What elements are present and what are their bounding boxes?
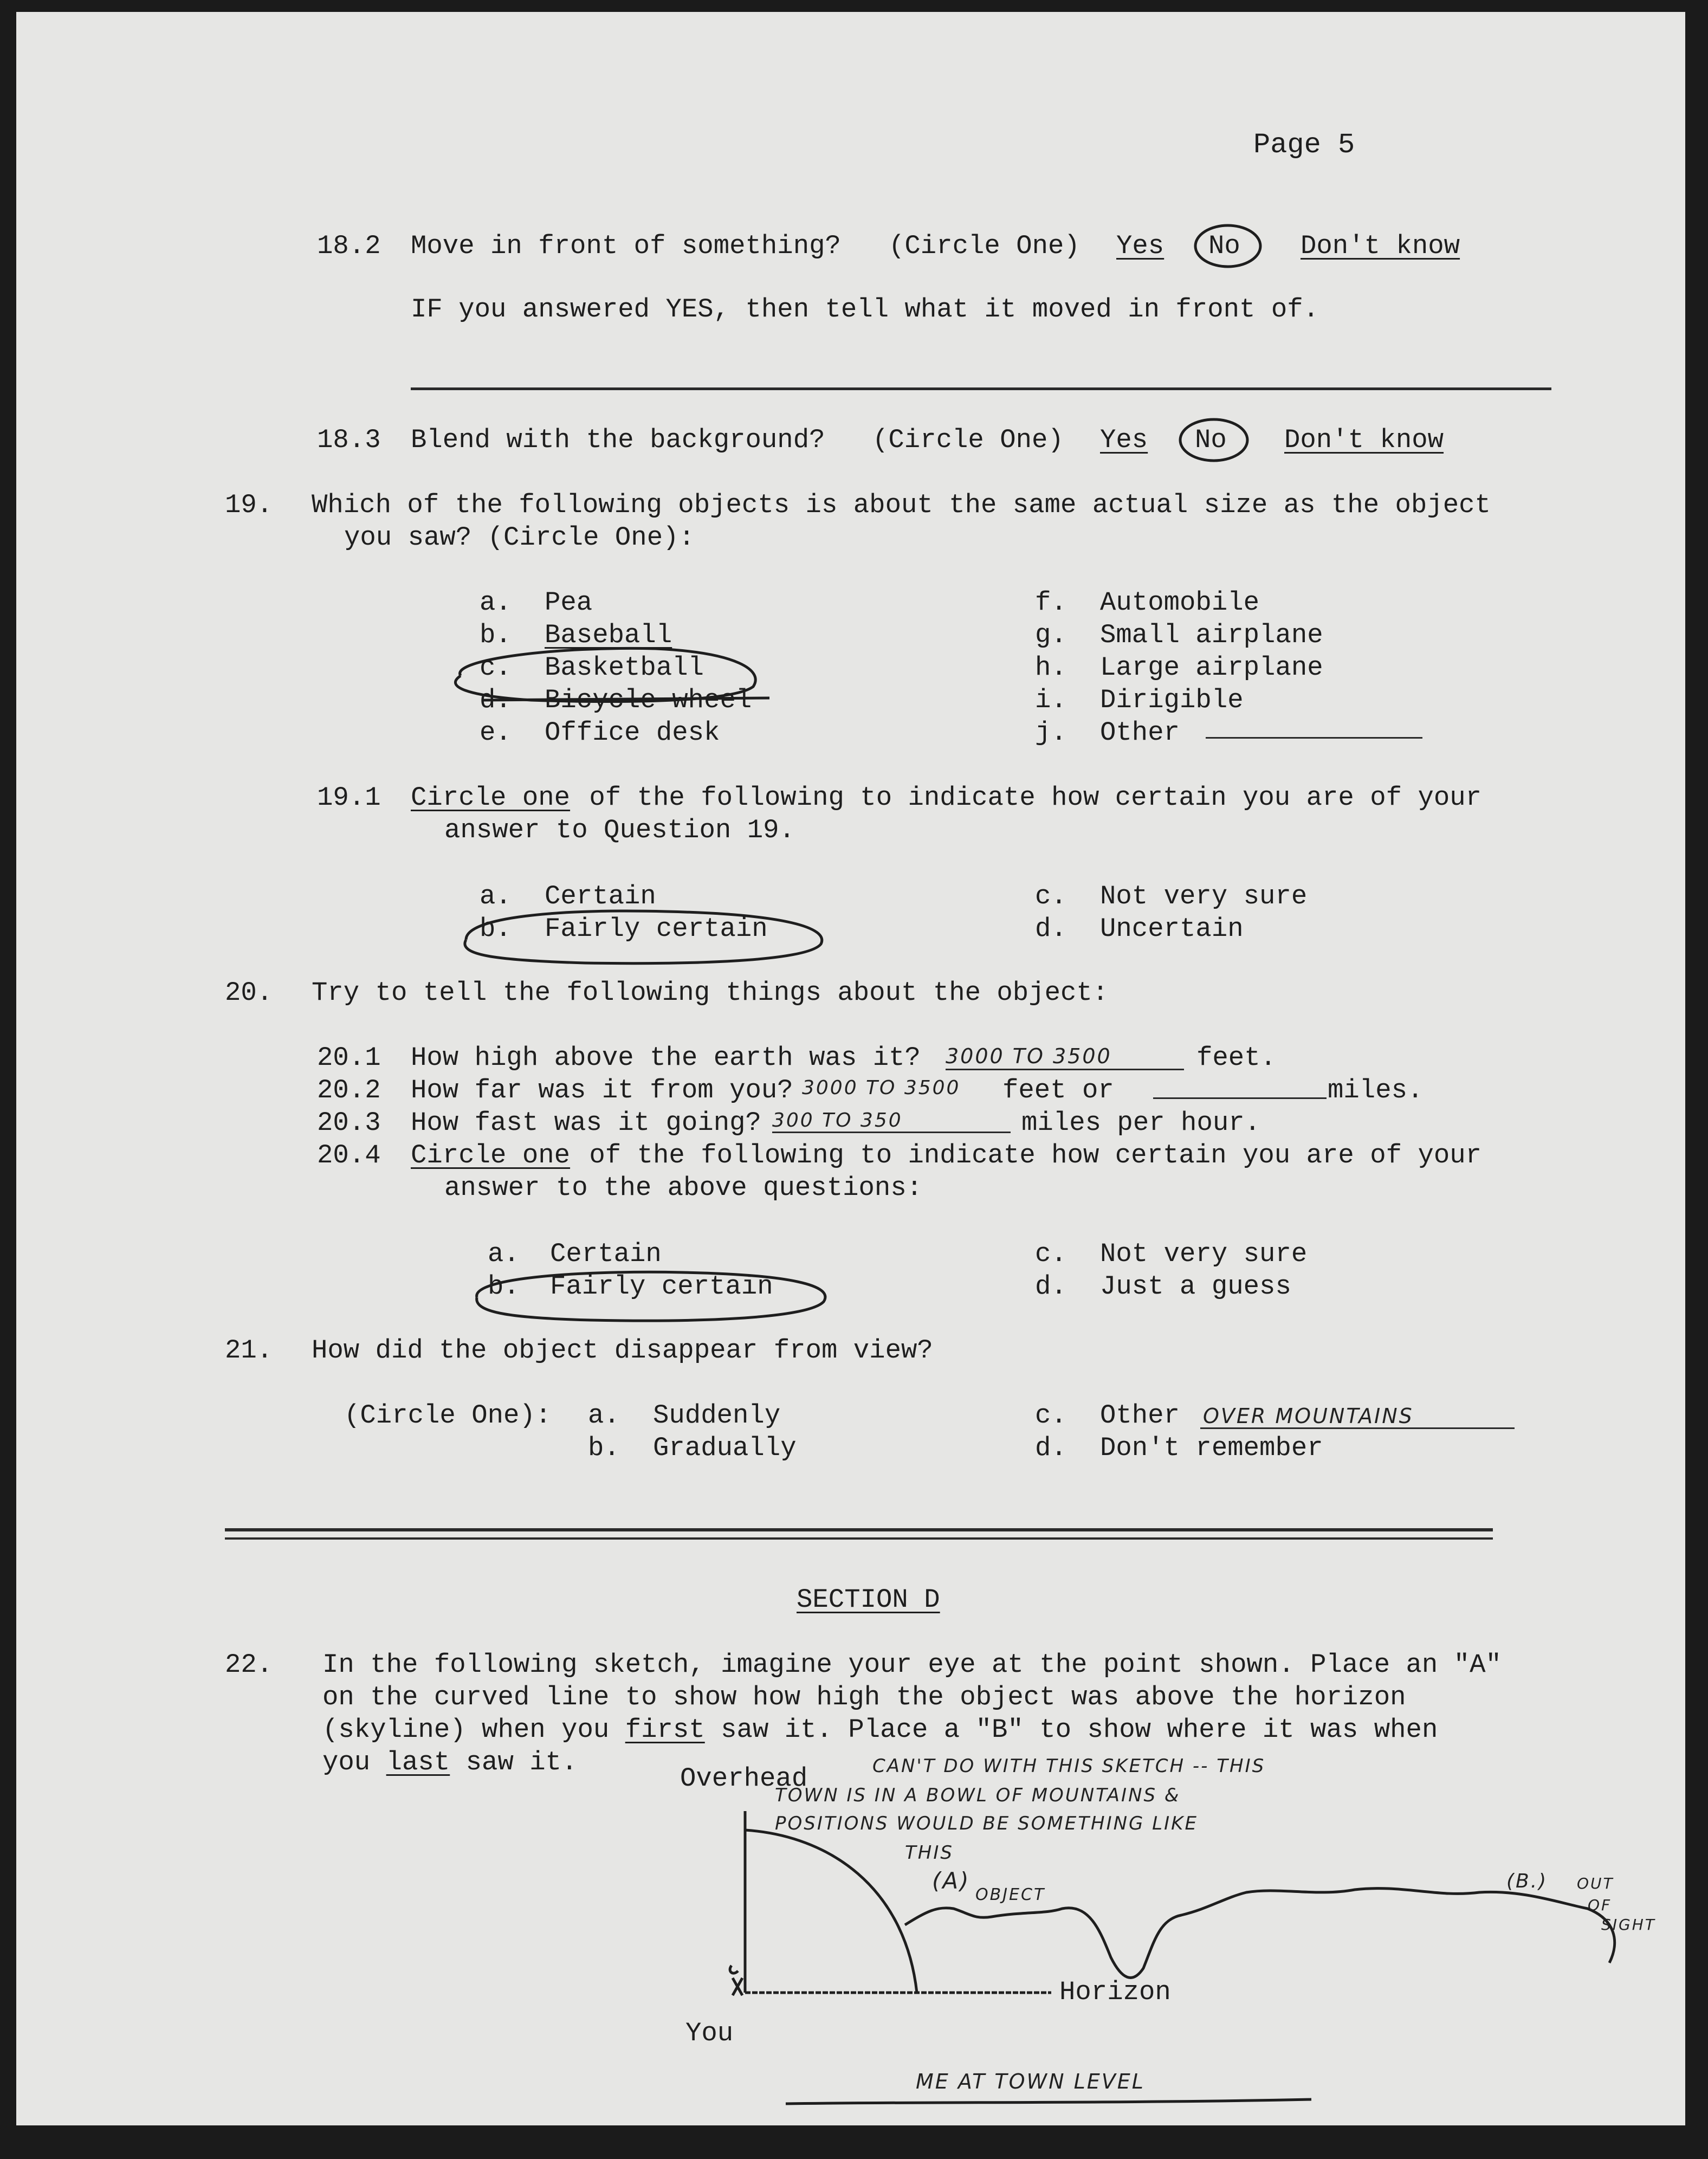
q21-opt-a-letter: a. bbox=[588, 1400, 620, 1431]
page-label: Page 5 bbox=[1253, 129, 1355, 161]
q20-2-answer[interactable]: 3000 TO 3500 bbox=[802, 1077, 961, 1099]
sketch-note-line-3: POSITIONS WOULD BE SOMETHING LIKE bbox=[775, 1813, 1198, 1834]
q21-number: 21. bbox=[225, 1335, 273, 1366]
sketch-arc bbox=[745, 1830, 917, 1993]
q20-4-opt-a[interactable]: Certain bbox=[550, 1239, 662, 1269]
q20-2-miles-blank[interactable] bbox=[1153, 1097, 1327, 1099]
q20-2-unit2: miles. bbox=[1328, 1075, 1424, 1106]
q20-4-opt-c[interactable]: Not very sure bbox=[1100, 1239, 1308, 1269]
q20-3-text: How fast was it going? bbox=[411, 1108, 761, 1138]
q19-1-line1-underlined: Circle one bbox=[411, 783, 571, 813]
q19-opt-d[interactable]: Bicycle wheel bbox=[545, 685, 752, 715]
q21-other-blank bbox=[1200, 1427, 1515, 1429]
q20-4-opt-a-letter: a. bbox=[488, 1239, 520, 1269]
q19-1-opt-c[interactable]: Not very sure bbox=[1100, 881, 1308, 912]
q20-4-opt-d-letter: d. bbox=[1035, 1271, 1067, 1302]
q19-opt-b-letter: b. bbox=[480, 620, 512, 650]
q19-opt-e-letter: e. bbox=[480, 717, 512, 748]
q20-3-answer[interactable]: 300 TO 350 bbox=[772, 1109, 903, 1132]
q18-2-answer-line[interactable] bbox=[411, 387, 1551, 390]
q19-opt-a-letter: a. bbox=[480, 587, 512, 618]
q21-opt-d-letter: d. bbox=[1035, 1433, 1067, 1463]
q19-opt-i-letter: i. bbox=[1035, 685, 1067, 715]
sketch-overhead-label: Overhead bbox=[680, 1763, 808, 1794]
sketch-mark-a: (A) bbox=[932, 1867, 971, 1894]
q18-3-option-dont-know[interactable]: Don't know bbox=[1284, 425, 1444, 455]
q20-1-blank bbox=[946, 1069, 1184, 1070]
q19-opt-g[interactable]: Small airplane bbox=[1100, 620, 1323, 650]
q19-opt-d-letter: d. bbox=[480, 685, 512, 715]
section-divider-top bbox=[225, 1528, 1493, 1531]
q19-1-opt-b-letter: b. bbox=[480, 914, 512, 944]
q19-1-opt-b[interactable]: Fairly certain bbox=[545, 914, 768, 944]
q19-opt-j-letter: j. bbox=[1035, 717, 1067, 748]
q19-opt-g-letter: g. bbox=[1035, 620, 1067, 650]
q21-opt-a[interactable]: Suddenly bbox=[653, 1400, 781, 1431]
q22-number: 22. bbox=[225, 1650, 273, 1680]
q19-opt-e[interactable]: Office desk bbox=[545, 717, 720, 748]
q20-3-number: 20.3 bbox=[317, 1108, 381, 1138]
q20-number: 20. bbox=[225, 978, 273, 1008]
q18-2-text: Move in front of something? bbox=[411, 231, 841, 261]
q20-4-opt-b[interactable]: Fairly certain bbox=[550, 1271, 773, 1302]
q21-opt-c[interactable]: Other bbox=[1100, 1400, 1180, 1431]
q21-text: How did the object disappear from view? bbox=[312, 1335, 933, 1366]
q19-opt-f-letter: f. bbox=[1035, 587, 1067, 618]
q18-3-option-yes[interactable]: Yes bbox=[1100, 425, 1148, 455]
q22-line1: In the following sketch, imagine your eye at the point shown. Place an "A" bbox=[322, 1650, 1502, 1680]
q20-3-unit: miles per hour. bbox=[1021, 1108, 1261, 1138]
q21-opt-b-letter: b. bbox=[588, 1433, 620, 1463]
q18-2-option-yes[interactable]: Yes bbox=[1116, 231, 1164, 261]
q20-2-text: How far was it from you? bbox=[411, 1075, 793, 1106]
q18-2-number: 18.2 bbox=[317, 231, 381, 261]
q21-opt-c-letter: c. bbox=[1035, 1400, 1067, 1431]
q19-opt-h-letter: h. bbox=[1035, 652, 1067, 683]
q19-1-opt-d[interactable]: Uncertain bbox=[1100, 914, 1244, 944]
bottom-note-line bbox=[786, 2099, 1311, 2104]
q18-3-option-no[interactable]: No bbox=[1195, 425, 1227, 455]
q20-3-blank bbox=[772, 1132, 1011, 1133]
eye-figure bbox=[730, 1966, 742, 1995]
sketch-mark-b: (B.) bbox=[1506, 1870, 1548, 1892]
q18-2-option-no[interactable]: No bbox=[1208, 231, 1240, 261]
q22-line2: on the curved line to show how high the object was above the horizon bbox=[322, 1682, 1406, 1712]
q21-instruction: (Circle One): bbox=[344, 1400, 552, 1431]
q18-2-followup: IF you answered YES, then tell what it moved in front of. bbox=[411, 294, 1319, 325]
q20-4-line1-underlined: Circle one bbox=[411, 1140, 571, 1171]
sketch-mark-a-note: OBJECT bbox=[975, 1885, 1046, 1904]
q21-opt-d[interactable]: Don't remember bbox=[1100, 1433, 1323, 1463]
q19-1-opt-a-letter: a. bbox=[480, 881, 512, 912]
q19-line1: Which of the following objects is about the same actual size as the object bbox=[312, 490, 1491, 520]
q21-opt-b[interactable]: Gradually bbox=[653, 1433, 797, 1463]
q22-line4: you last saw it. bbox=[322, 1747, 578, 1777]
q20-1-text: How high above the earth was it? bbox=[411, 1043, 921, 1073]
sketch-horizon-label: Horizon bbox=[1059, 1977, 1171, 2007]
q19-number: 19. bbox=[225, 490, 273, 520]
section-divider-bottom bbox=[225, 1537, 1493, 1540]
q20-2-number: 20.2 bbox=[317, 1075, 381, 1106]
q19-1-opt-a[interactable]: Certain bbox=[545, 881, 656, 912]
q19-opt-f[interactable]: Automobile bbox=[1100, 587, 1260, 618]
q20-1-number: 20.1 bbox=[317, 1043, 381, 1073]
q21-other-answer[interactable]: OVER MOUNTAINS bbox=[1203, 1404, 1414, 1428]
q19-opt-j[interactable]: Other bbox=[1100, 717, 1180, 748]
q18-3-number: 18.3 bbox=[317, 425, 381, 455]
sketch-you-label: You bbox=[685, 2018, 734, 2048]
q20-4-line1: of the following to indicate how certain you are of your bbox=[573, 1140, 1482, 1171]
sketch-mark-b-note-3: SIGHT bbox=[1601, 1916, 1656, 1934]
q19-opt-b[interactable]: Baseball bbox=[545, 620, 672, 650]
q20-1-answer[interactable]: 3000 TO 3500 bbox=[946, 1044, 1112, 1068]
sketch-mark-b-note-1: OUT bbox=[1577, 1874, 1614, 1892]
q19-1-opt-c-letter: c. bbox=[1035, 881, 1067, 912]
q19-opt-h[interactable]: Large airplane bbox=[1100, 652, 1323, 683]
sketch-note-line-2: TOWN IS IN A BOWL OF MOUNTAINS & bbox=[775, 1785, 1181, 1806]
q20-text: Try to tell the following things about the object: bbox=[312, 978, 1109, 1008]
q18-3-text: Blend with the background? bbox=[411, 425, 825, 455]
q20-4-line2: answer to the above questions: bbox=[444, 1173, 923, 1203]
q22-line3: (skyline) when you first saw it. Place a "B" to show where it was when bbox=[322, 1715, 1438, 1745]
q20-4-opt-b-letter: b. bbox=[488, 1271, 520, 1302]
q19-opt-c-letter: c. bbox=[480, 652, 512, 683]
q18-2-option-dont-know[interactable]: Don't know bbox=[1301, 231, 1460, 261]
sketch-note-line-4: THIS bbox=[905, 1842, 954, 1864]
q19-1-opt-d-letter: d. bbox=[1035, 914, 1067, 944]
q19-1-line2: answer to Question 19. bbox=[444, 815, 795, 845]
q19-line2: you saw? (Circle One): bbox=[344, 522, 695, 553]
q19-opt-c[interactable]: Basketball bbox=[545, 652, 704, 683]
section-title: SECTION D bbox=[797, 1585, 940, 1615]
q20-2-unit: feet or bbox=[1002, 1075, 1114, 1106]
sketch-mark-b-note-2: OF bbox=[1588, 1896, 1612, 1914]
q18-2-instruction: (Circle One) bbox=[889, 231, 1080, 261]
q20-4-number: 20.4 bbox=[317, 1140, 381, 1171]
q19-1-number: 19.1 bbox=[317, 783, 381, 813]
q20-4-opt-c-letter: c. bbox=[1035, 1239, 1067, 1269]
q20-4-opt-d[interactable]: Just a guess bbox=[1100, 1271, 1291, 1302]
q19-other-blank[interactable] bbox=[1206, 737, 1422, 739]
q19-opt-i[interactable]: Dirigible bbox=[1100, 685, 1244, 715]
q20-1-unit: feet. bbox=[1196, 1043, 1277, 1073]
sketch-note-line-1: CAN'T DO WITH THIS SKETCH -- THIS bbox=[872, 1755, 1266, 1777]
form-page bbox=[16, 12, 1685, 2125]
q19-1-line1: of the following to indicate how certain you are of your bbox=[573, 783, 1482, 813]
q19-opt-a[interactable]: Pea bbox=[545, 587, 593, 618]
q18-3-instruction: (Circle One) bbox=[872, 425, 1064, 455]
sketch-bottom-note: ME AT TOWN LEVEL bbox=[916, 2070, 1145, 2093]
